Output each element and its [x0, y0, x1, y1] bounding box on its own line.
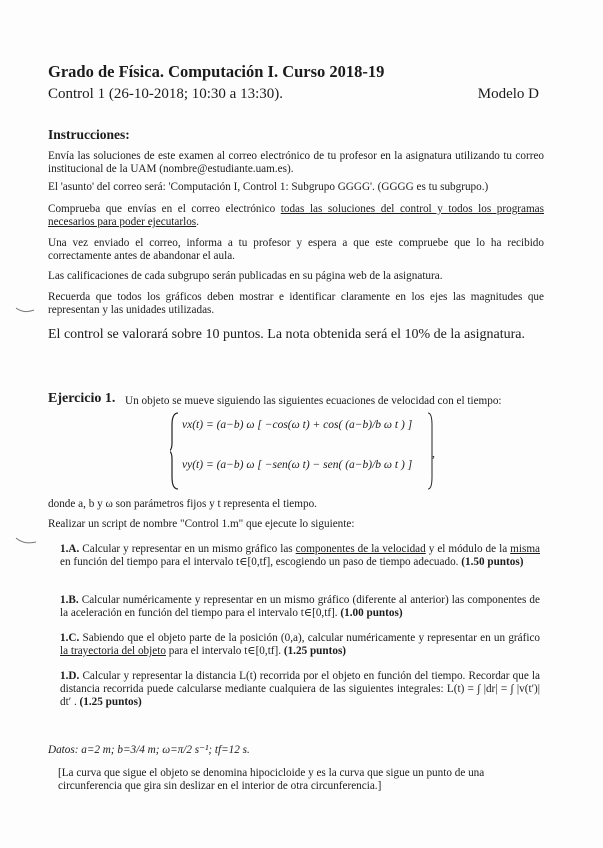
document-title: Grado de Física. Computación I. Curso 2018-19 [48, 62, 385, 81]
exercise-intro: Un objeto se mueve siguiendo las siguientes ecuaciones de velocidad con el tiempo: [125, 395, 502, 407]
task-1c-text2: la trayectoria del objeto [60, 645, 166, 657]
parameters-note: donde a, b y ω son parámetros fijos y t representa el tiempo. [48, 498, 317, 510]
exam-model: Modelo D [477, 86, 539, 102]
task-1b [60, 594, 540, 620]
velocity-equations [170, 411, 440, 491]
instruction-p3-b: todas las soluciones del control y todos los programas necesarios para poder ejecutarlos [48, 203, 544, 228]
pen-mark-icon [14, 536, 38, 546]
instruction-p1: Envía las soluciones de este examen al correo electrónico de tu profesor en la asignatura utilizando tu correo institucional de la UAM (nombre@estudiante.uam.es). [48, 150, 544, 175]
task-1d-label: 1.D. [60, 670, 80, 682]
instruction-p4: Una vez enviado el correo, informa a tu profesor y espera a que este compruebe que lo ha recibido correctamente antes de abandonar el aula. [48, 237, 544, 262]
script-instruction: Realizar un script de nombre "Control 1.m" que ejecute lo siguiente: [48, 518, 355, 530]
hypocycloid-note: [La curva que sigue el objeto se denomina hipocicloide y es la curva que sigue un punto de una circunferencia que gira sin deslizar en el interior de otra circunferencia.] [58, 767, 485, 792]
instruction-p3 [48, 203, 544, 229]
data-values: Datos: a=2 m; b=3/4 m; ω=π/2 s⁻¹; tf=12 s. [48, 744, 250, 756]
instruction-p5: Las calificaciones de cada subgrupo serán publicadas en su página web de la asignatura. [48, 270, 443, 282]
instructions-heading: Instrucciones: [48, 127, 130, 142]
equation-vy: vy(t) = (a−b) ω [ −sen(ω t) − sen( (a−b)/b ω t ) ] [182, 459, 413, 471]
task-1d [60, 670, 540, 709]
instruction-p3-a: Comprueba que envías en el correo electrónico [48, 203, 281, 215]
instruction-p2: El 'asunto' del correo será: 'Computación I, Control 1: Subgrupo GGGG'. (GGGG es tu subgrupo.) [48, 181, 489, 193]
instruction-p6: Recuerda que todos los gráficos deben mostrar e identificar claramente en los ejes las magnitudes que representan y las unidades utilizadas. [48, 291, 544, 316]
task-1c-text1: Sabiendo que el objeto parte de la posición (0,a), calcular numéricamente y representar en un gráfico [82, 632, 540, 644]
task-1a [60, 543, 540, 569]
task-1a-text1: Calcular y representar en un mismo gráfico las [82, 543, 296, 555]
instruction-p3-c: . [196, 216, 199, 228]
task-1a-label: 1.A. [60, 543, 80, 555]
task-1a-text5: en función del tiempo para el intervalo t∈[0,tf], escogiendo un paso de tiempo adecuado. [60, 556, 459, 568]
task-1b-points: (1.00 puntos) [340, 607, 403, 619]
exam-subtitle: Control 1 (26-10-2018; 10:30 a 13:30). [48, 86, 283, 102]
equation-comma: , [432, 446, 435, 460]
task-1a-points: (1.50 puntos) [461, 556, 524, 568]
task-1a-text3: y el módulo de la [425, 543, 511, 555]
grading-statement: El control se valorará sobre 10 puntos. La nota obtenida será el 10% de la asignatura. [48, 327, 526, 342]
task-1c-text3: para el intervalo t∈[0,tf]. [165, 645, 282, 657]
exercise-title: Ejercicio 1. [48, 391, 116, 406]
task-1b-text: Calcular numéricamente y representar en un mismo gráfico (diferente al anterior) las componentes de la aceleración en función del tiempo para el intervalo t∈[0,tf]. [60, 594, 540, 619]
task-1c-points: (1.25 puntos) [283, 645, 347, 657]
task-1b-label: 1.B. [60, 594, 79, 606]
task-1d-points: (1.25 puntos) [79, 696, 142, 708]
task-1a-text4: misma [510, 543, 540, 555]
task-1a-text2: componentes de la velocidad [295, 543, 426, 555]
equation-vx: vx(t) = (a−b) ω [ −cos(ω t) + cos( (a−b)/b ω t ) ] [182, 419, 413, 431]
task-1c-label: 1.C. [60, 632, 80, 644]
task-1c [60, 632, 540, 658]
pen-mark-icon [14, 305, 38, 315]
task-1d-text: Calcular y representar la distancia L(t) recorrida por el objeto en función del tiempo. Recordar que la distancia recorrida puede calcularse mediante cualquiera de las siguientes integrales: L(t) = ∫ |dr| = ∫ |v(t′)| dt′ . [60, 670, 541, 708]
